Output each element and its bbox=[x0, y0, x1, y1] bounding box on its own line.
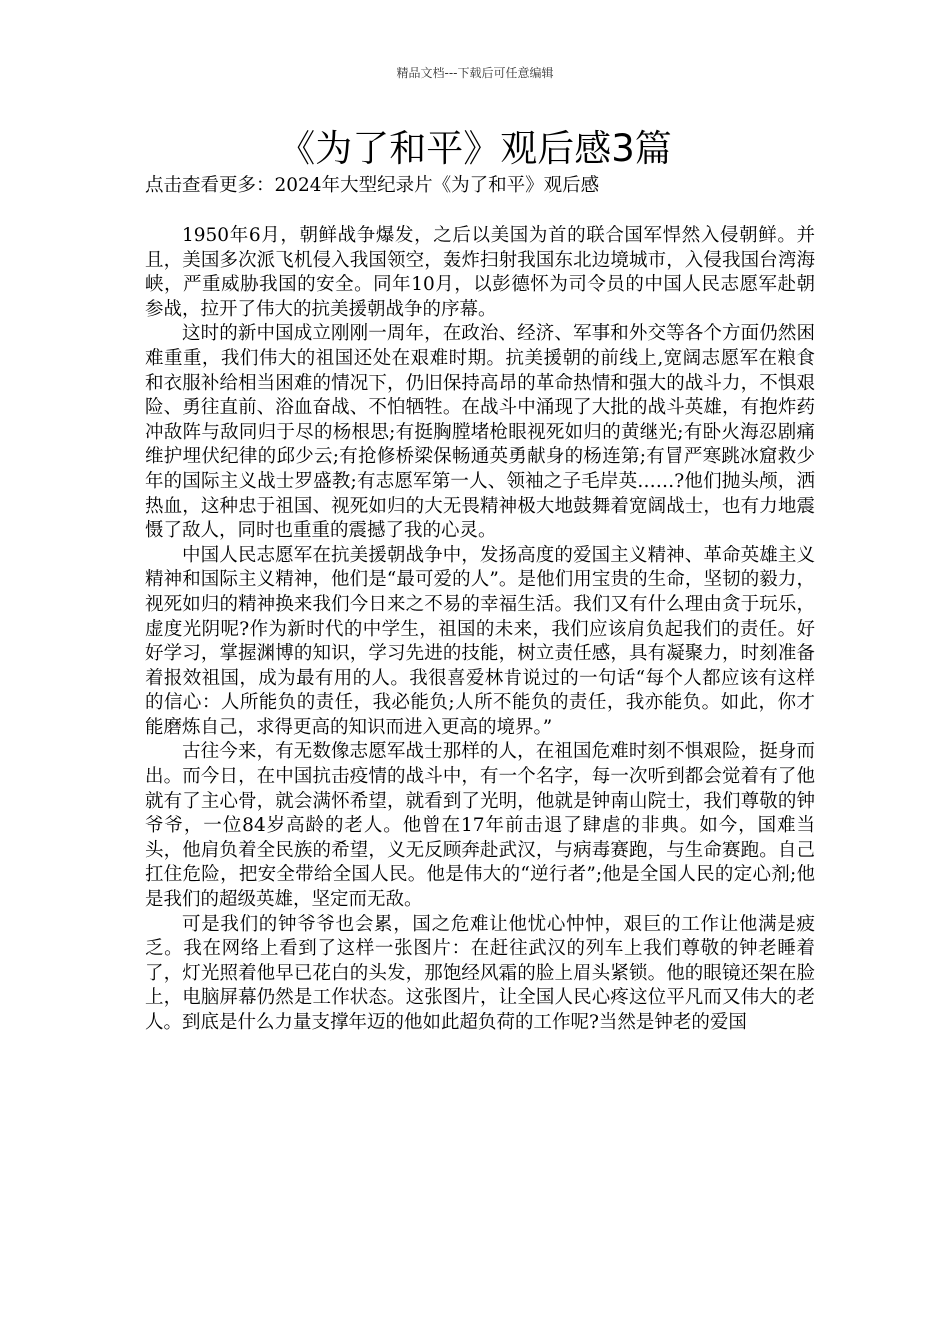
document-title: 《为了和平》观后感3篇 bbox=[278, 127, 672, 170]
page-header-note: 精品文档---下载后可任意编辑 bbox=[396, 66, 554, 80]
paragraph: 1950年6月，朝鲜战争爆发，之后以美国为首的联合国军悍然入侵朝鲜。并且，美国多次派飞机侵入我国领空，轰炸扫射我国东北边境城市，入侵我国台湾海峡，严重威胁我国的安全。同年10月，以彭德怀为司令员的中国人民志愿军赴朝参战，拉开了伟大的抗美援朝战争的序幕。 bbox=[145, 225, 815, 320]
paragraph: 古往今来，有无数像志愿军战士那样的人，在祖国危难时刻不惧艰险，挺身而出。而今日，在中国抗击疫情的战斗中，有一个名字，每一次听到都会觉着有了他就有了主心骨，就会满怀希望，就看到了光明，他就是钟南山院士，我们尊敬的钟爷爷，一位84岁高龄的老人。他曾在17年前击退了肆虐的非典。如今，国难当头，他肩负着全民族的希望，义无反顾奔赴武汉，与病毒赛跑，与生命赛跑。自己扛住危险，把安全带给全国人民。他是伟大的“逆行者”;他是全国人民的定心剂;他是我们的超级英雄，坚定而无敌。 bbox=[145, 741, 815, 911]
paragraph: 可是我们的钟爷爷也会累，国之危难让他忧心忡忡，艰巨的工作让他满是疲乏。我在网络上看到了这样一张图片：在赶往武汉的列车上我们尊敬的钟老睡着了，灯光照着他早已花白的头发，那饱经风霜的脸上眉头紧锁。他的眼镜还架在脸上，电脑屏幕仍然是工作状态。这张图片，让全国人民心疼这位平凡而又伟大的老人。到底是什么力量支撑年迈的他如此超负荷的工作呢?当然是钟老的爱国 bbox=[145, 913, 815, 1033]
paragraph: 中国人民志愿军在抗美援朝战争中，发扬高度的爱国主义精神、革命英雄主义精神和国际主义精神，他们是“最可爱的人”。是他们用宝贵的生命，坚韧的毅力，视死如归的精神换来我们今日来之不易的幸福生活。我们又有什么理由贪于玩乐，虚度光阴呢?作为新时代的中学生，祖国的未来，我们应该肩负起我们的责任。好好学习，掌握渊博的知识，学习先进的技能，树立责任感，具有凝聚力，时刻准备着报效祖国，成为最有用的人。我很喜爱林肯说过的一句话“每个人都应该有这样的信心：人所能负的责任，我必能负;人所不能负的责任，我亦能负。如此，你才能磨炼自己，求得更高的知识而进入更高的境界。” bbox=[145, 544, 815, 738]
paragraph: 这时的新中国成立刚刚一周年，在政治、经济、军事和外交等各个方面仍然困难重重，我们伟大的祖国还处在艰难时期。抗美援朝的前线上,宽阔志愿军在粮食和衣服补给相当困难的情况下，仍旧保持高昂的革命热情和强大的战斗力，不惧艰险、勇往直前、浴血奋战、不怕牺牲。在战斗中涌现了大批的战斗英雄，有抱炸药冲敌阵与敌同归于尽的杨根思;有挺胸膛堵枪眼视死如归的黄继光;有卧火海忍剧痛维护埋伏纪律的邱少云;有抢修桥梁保畅通英勇献身的杨连第;有冒严寒跳冰窟救少年的国际主义战士罗盛教;有志愿军第一人、领袖之子毛岸英……?他们抛头颅，洒热血，这种忠于祖国、视死如归的大无畏精神极大地鼓舞着宽阔战士，也有力地震慑了敌人，同时也重重的震撼了我的心灵。 bbox=[145, 323, 815, 542]
article-body bbox=[145, 224, 815, 1036]
more-link[interactable]: 点击查看更多：2024年大型纪录片《为了和平》观后感 bbox=[145, 175, 600, 196]
